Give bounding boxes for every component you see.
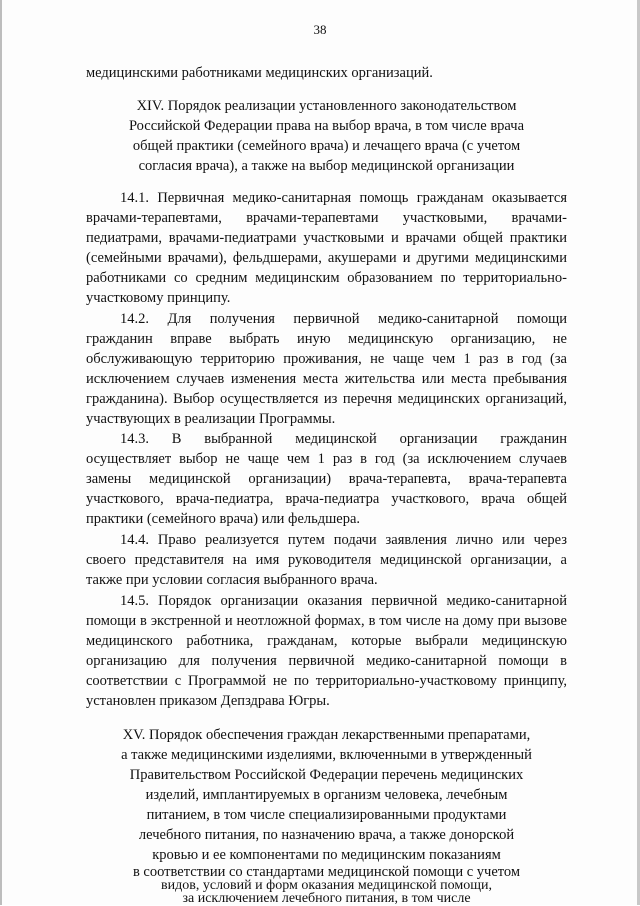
paragraph-line: врачами-терапевтами, врачами-терапевтами участковыми, врачами- xyxy=(86,210,567,226)
section-xv-heading-line: питанием, в том числе специализированными продуктами xyxy=(146,807,507,823)
section-xv-heading-line: в соответствии со стандартами медицинской помощи с учетом xyxy=(132,864,521,880)
paragraph-line: обслуживающую территорию проживания, не чаще чем 1 раз в год (за xyxy=(86,351,567,367)
paragraph-line: педиатрами, врачами-педиатрами участковыми и врачами общей практики xyxy=(86,230,567,246)
paragraph-line: гражданина). Выбор осуществляется из перечня медицинских организаций, xyxy=(86,391,567,407)
section-xv-heading-line: видов, условий и форм оказания медицинской помощи, xyxy=(161,878,492,893)
paragraph-line: замены медицинской организации) врача-терапевта, врача-терапевта xyxy=(86,471,567,487)
section-xiv-heading-line: XIV. Порядок реализации установленного законодательством xyxy=(136,98,517,114)
paragraph-line: 14.5. Порядок организации оказания первичной медико-санитарной xyxy=(120,593,567,609)
paragraph-line: участковому принципу. xyxy=(86,290,231,306)
page-number: 38 xyxy=(313,22,327,37)
paragraph-line: работниками со средним медицинским образованием по территориально- xyxy=(86,270,567,286)
section-xiv-heading-line: Российской Федерации права на выбор врача, в том числе врача xyxy=(128,118,525,134)
paragraph-line: осуществляет выбор не чаще чем 1 раз в год (за исключением случаев xyxy=(86,451,567,467)
carry-over-line: медицинскими работниками медицинских организаций. xyxy=(86,65,433,81)
paragraph-line: соответствии с Программой не по территориально-участковому принципу, xyxy=(86,673,567,689)
paragraph-line: практики (семейного врача) или фельдшера. xyxy=(86,511,361,527)
section-xv-heading-line: а также медицинскими изделиями, включенными в утвержденный xyxy=(121,747,532,763)
paragraph-line: организацию для получения первичной медико-санитарной помощи в xyxy=(86,653,567,669)
section-xv-heading-line: кровью и ее компонентами по медицинским показаниям xyxy=(152,847,501,863)
paragraph-line: участвующих в реализации Программы. xyxy=(86,411,336,427)
section-xv-heading-line: изделий, имплантируемых в организм человека, лечебным xyxy=(145,787,508,803)
paragraph-line: установлен приказом Депздрава Югры. xyxy=(86,693,330,709)
section-xv-heading-line: Правительством Российской Федерации перечень медицинских xyxy=(129,767,524,783)
section-xv-heading-line: XV. Порядок обеспечения граждан лекарственными препаратами, xyxy=(122,727,531,743)
paragraph-line: участкового, врача-педиатра, врача-педиатра участкового, врача общей xyxy=(86,491,567,507)
scan-edge-left xyxy=(0,0,2,905)
paragraph-line: медицинского работника, гражданам, которые выбрали медицинскую xyxy=(86,633,567,649)
paragraph-line: 14.4. Право реализуется путем подачи заявления лично или через xyxy=(120,532,567,548)
section-xiv-heading-line: общей практики (семейного врача) и лечащего врача (с учетом xyxy=(132,138,521,154)
paragraph-line: также при условии согласия выбранного врача. xyxy=(86,572,378,588)
paragraph-line: 14.2. Для получения первичной медико-санитарной помощи xyxy=(120,311,567,327)
paragraph-line: (семейными врачами), фельдшерами, акушерами и другими медицинскими xyxy=(86,250,567,266)
paragraph-line: исключением случаев изменения места жительства или места пребывания xyxy=(86,371,567,387)
paragraph-line: гражданин вправе выбрать иную медицинскую организацию, не xyxy=(86,331,567,347)
paragraph-line: помощи в экстренной и неотложной формах, в том числе на дому при вызове xyxy=(86,613,567,629)
paragraph-line: 14.3. В выбранной медицинской организации гражданин xyxy=(120,431,567,447)
section-xv-heading-line: лечебного питания, по назначению врача, а также донорской xyxy=(138,827,515,843)
paragraph-line: своего представителя на имя руководителя медицинской организации, а xyxy=(86,552,567,568)
section-xv-heading-line: за исключением лечебного питания, в том числе xyxy=(182,891,471,906)
paragraph-line: 14.1. Первичная медико-санитарная помощь гражданам оказывается xyxy=(120,190,567,206)
section-xiv-heading-line: согласия врача), а также на выбор медицинской организации xyxy=(138,158,515,174)
